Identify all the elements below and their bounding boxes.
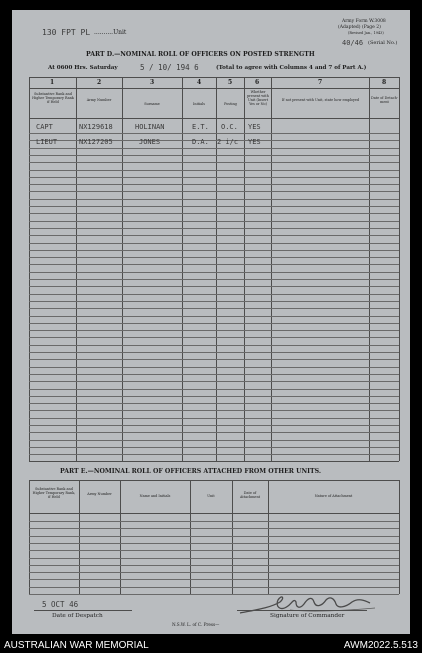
ruled-line xyxy=(29,389,399,390)
unit-label: ..........Unit xyxy=(94,29,127,36)
col-header-detachment: Date of Detach-ment xyxy=(371,96,398,104)
col-number-3: 3 xyxy=(150,79,155,86)
ruled-line xyxy=(29,558,399,559)
ruled-line xyxy=(29,396,399,397)
ruled-line xyxy=(29,418,399,419)
ruled-line xyxy=(29,521,399,522)
ruled-line xyxy=(29,337,399,338)
serial-label: (Serial No.) xyxy=(368,40,398,46)
footer-bar xyxy=(0,638,422,653)
row-1-rank: CAPT xyxy=(36,123,53,131)
ruled-line xyxy=(29,213,399,214)
printer-imprint: N.S.W. L. of C. Press— xyxy=(172,622,220,627)
row-1-number: NX129618 xyxy=(79,123,113,131)
col-header-employment: If not present with Unit, state how employed xyxy=(281,98,360,102)
serial-value: 40/46 xyxy=(342,39,364,47)
ruled-line xyxy=(29,272,399,273)
part-d-time: At 0600 Hrs. Saturday xyxy=(48,65,118,71)
e-col-header-army-number: Army Number xyxy=(87,492,112,496)
despatch-date-label: Date of Despatch xyxy=(52,613,103,619)
row-2-present: YES xyxy=(248,138,261,146)
ruled-line xyxy=(29,235,399,236)
despatch-date-value: 5 OCT 46 xyxy=(42,600,79,609)
ruled-line xyxy=(29,148,399,149)
row-1-initials: E.T. xyxy=(192,123,209,131)
col-number-1: 1 xyxy=(50,79,55,86)
ruled-line xyxy=(29,279,399,280)
col-number-2: 2 xyxy=(97,79,102,86)
ruled-line xyxy=(29,352,399,353)
ruled-line xyxy=(29,432,399,433)
ruled-line xyxy=(29,447,399,448)
form-adapted: (Adapted) (Page 2) xyxy=(338,25,381,30)
signature-label: Signature of Commander xyxy=(270,613,345,619)
col-number-4: 4 xyxy=(197,79,202,86)
ruled-line xyxy=(29,572,399,573)
ruled-line xyxy=(29,330,399,331)
ruled-line xyxy=(29,308,399,309)
footer-credit: AUSTRALIAN WAR MEMORIAL xyxy=(4,640,149,651)
col-number-7: 7 xyxy=(318,79,323,86)
ruled-line xyxy=(29,191,399,192)
ruled-line xyxy=(29,177,399,178)
ruled-line xyxy=(29,221,399,222)
footer-accession: AWM2022.5.513 xyxy=(343,640,418,651)
ruled-line xyxy=(29,257,399,258)
ruled-line xyxy=(29,206,399,207)
ruled-line xyxy=(29,294,399,295)
e-col-header-nature: Nature of Attachment xyxy=(314,494,353,498)
row-1-surname: HOLINAN xyxy=(135,123,165,131)
part-d-title: PART D.—NOMINAL ROLL OF OFFICERS ON POSTED STRENGTH xyxy=(86,51,315,58)
ruled-line xyxy=(29,528,399,529)
ruled-line xyxy=(29,170,399,171)
ruled-line xyxy=(29,243,399,244)
ruled-line xyxy=(29,316,399,317)
row-2-surname: JONES xyxy=(139,138,161,146)
col-header-army-number: Army Number xyxy=(86,98,112,102)
ruled-line xyxy=(29,367,399,368)
form-number: Army Form W.3008 xyxy=(342,19,386,24)
ruled-line xyxy=(29,301,399,302)
form-revised: (Revised Jan., 1943) xyxy=(348,31,384,35)
col-header-surname: Surname xyxy=(144,102,160,106)
ruled-line xyxy=(29,133,399,134)
ruled-line xyxy=(29,359,399,360)
ruled-line xyxy=(29,410,399,411)
ruled-line xyxy=(29,228,399,229)
col-header-present: Whether present with Unit (Insert Yes or No) xyxy=(247,90,269,106)
col-header-initials: Initials xyxy=(193,102,205,106)
ruled-line xyxy=(29,250,399,251)
ruled-line xyxy=(29,345,399,346)
unit-value: 130 FPT PL xyxy=(42,28,91,37)
ruled-line xyxy=(29,286,399,287)
row-2-rank: LIEUT xyxy=(36,138,58,146)
ruled-line xyxy=(29,162,399,163)
part-d-date-note: (Total to agree with Columns 4 and 7 of Part A.) xyxy=(216,65,367,71)
col-number-8: 8 xyxy=(382,79,387,86)
row-1-present: YES xyxy=(248,123,261,131)
ruled-line xyxy=(29,374,399,375)
ruled-line xyxy=(29,579,399,580)
col-number-6: 6 xyxy=(255,79,260,86)
ruled-line xyxy=(29,543,399,544)
ruled-line xyxy=(29,550,399,551)
ruled-line xyxy=(29,184,399,185)
ruled-line xyxy=(29,264,399,265)
e-col-header-name: Name and Initials xyxy=(139,494,171,498)
ruled-line xyxy=(29,381,399,382)
e-col-header-unit: Unit xyxy=(207,494,215,498)
col-number-5: 5 xyxy=(228,79,233,86)
e-col-header-rank: Substantive Rank and Higher Temporary Rank, if Held xyxy=(32,487,76,499)
ruled-line xyxy=(29,425,399,426)
ruled-line xyxy=(29,454,399,455)
row-2-number: NX127205 xyxy=(79,138,113,146)
part-e-title: PART E.—NOMINAL ROLL OF OFFICERS ATTACHED FROM OTHER UNITS. xyxy=(60,468,322,475)
ruled-line xyxy=(29,199,399,200)
ruled-line xyxy=(29,155,399,156)
form-sheet xyxy=(12,10,410,634)
part-d-date: 5 / 10/ 194 6 xyxy=(140,63,199,72)
row-2-posting: 2 i/c xyxy=(217,138,239,146)
col-header-posting: Posting xyxy=(224,102,237,106)
ruled-line xyxy=(29,323,399,324)
ruled-line xyxy=(29,565,399,566)
row-2-initials: D.A. xyxy=(192,138,209,146)
ruled-line xyxy=(29,440,399,441)
ruled-line xyxy=(29,403,399,404)
ruled-line xyxy=(29,536,399,537)
row-1-posting: O.C. xyxy=(221,123,238,131)
e-col-header-date: Date of Attachment xyxy=(240,491,260,499)
col-header-rank: Substantive Rank and Higher Temporary Rank if Held xyxy=(32,92,74,104)
